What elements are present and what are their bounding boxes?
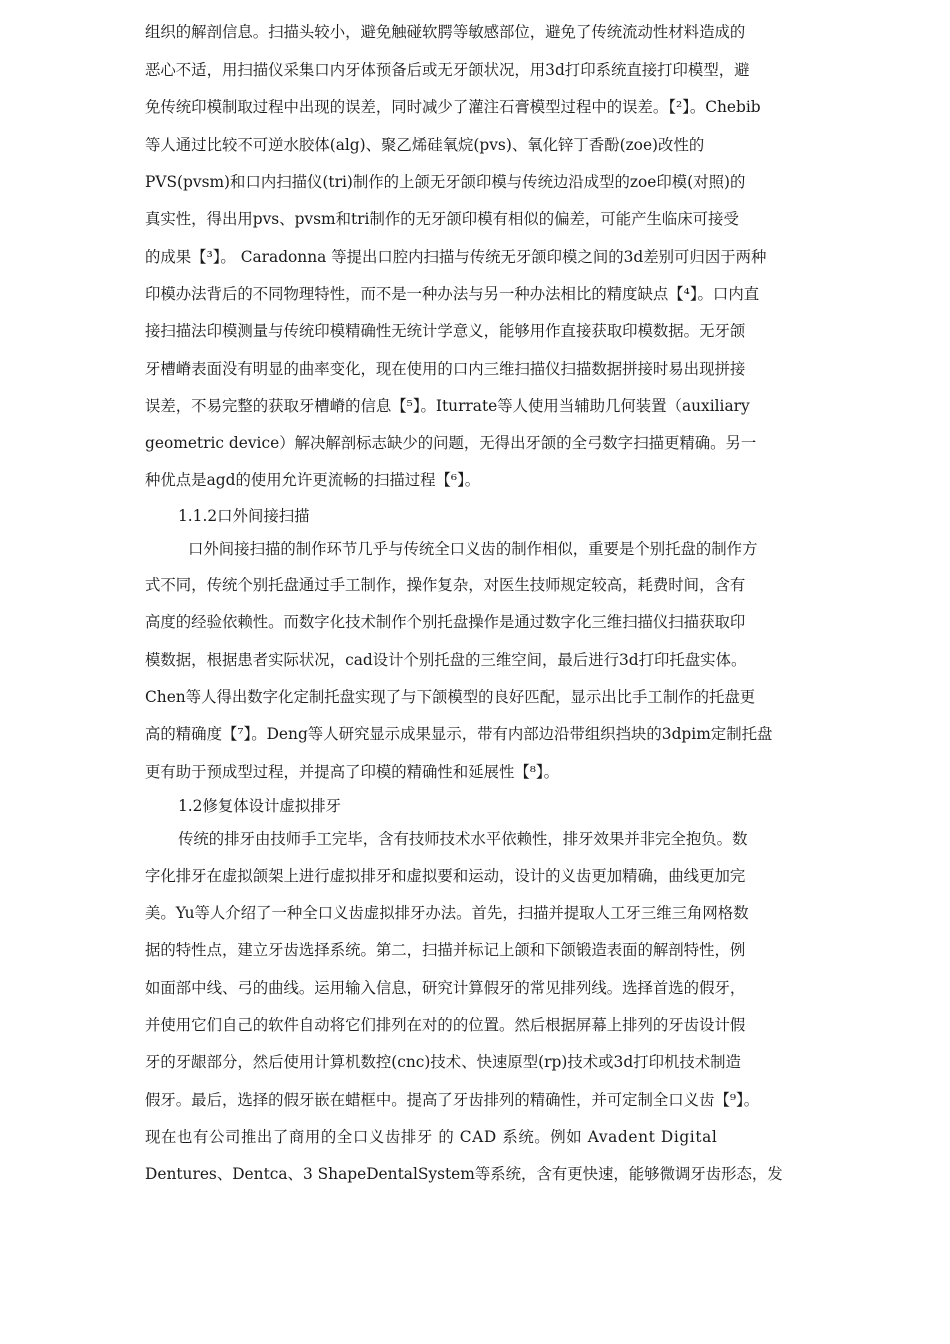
body-text-line: PVS(pvsm)和口内扫描仪(tri)制作的上颌无牙颌印模与传统边沿成型的zoe印模(对照)的 [145, 173, 746, 191]
body-text-line: 并使用它们自己的软件自动将它们排列在对的的位置。然后根据屏幕上排列的牙齿设计假 [145, 1016, 746, 1034]
body-text-line: 字化排牙在虚拟颌架上进行虚拟排牙和虚拟要和运动，设计的义齿更加精确，曲线更加完 [145, 867, 746, 885]
body-text-line: 式不同，传统个别托盘通过手工制作，操作复杂，对医生技师规定较高，耗费时间，含有 [145, 576, 746, 594]
body-text-line: 传统的排牙由技师手工完毕，含有技师技术水平依赖性，排牙效果并非完全抱负。数 [178, 830, 748, 848]
body-text-line: 牙的牙龈部分，然后使用计算机数控(cnc)技术、快速原型(rp)技术或3d打印机技术制造 [145, 1053, 741, 1071]
body-text-line: 据的特性点，建立牙齿选择系统。第二，扫描并标记上颌和下颌锻造表面的解剖特性，例 [145, 941, 746, 959]
body-text-line: Chen等人得出数字化定制托盘实现了与下颌模型的良好匹配，显示出比手工制作的托盘更 [145, 688, 756, 706]
body-text-line: 等人通过比较不可逆水胶体(alg)、聚乙烯硅氧烷(pvs)、氧化锌丁香酚(zoe)改性的 [145, 136, 705, 154]
section-heading-1-2: 1.2修复体设计虚拟排牙 [178, 797, 341, 815]
body-text-line: 现在也有公司推出了商用的全口义齿排牙 的 CAD 系统。例如 Avadent Digital [145, 1128, 718, 1146]
body-text-line: 组织的解剖信息。扫描头较小，避免触碰软腭等敏感部位，避免了传统流动性材料造成的 [145, 23, 746, 41]
body-text-line: 真实性，得出用pvs、pvsm和tri制作的无牙颌印模有相似的偏差，可能产生临床可接受 [145, 210, 739, 228]
body-text-line: 更有助于预成型过程，并提高了印模的精确性和延展性【⁸】。 [145, 763, 560, 781]
body-text-line: 假牙。最后，选择的假牙嵌在蜡框中。提高了牙齿排列的精确性，并可定制全口义齿【⁹】。 [145, 1091, 760, 1109]
body-text-line: 如面部中线、弓的曲线。运用输入信息，研究计算假牙的常见排列线。选择首选的假牙， [145, 979, 746, 997]
body-text-line: 高的精确度【⁷】。Deng等人研究显示成果显示，带有内部边沿带组织挡块的3dpim定制托盘 [145, 725, 773, 743]
body-text-line: 模数据，根据患者实际状况，cad设计个别托盘的三维空间，最后进行3d打印托盘实体。 [145, 651, 747, 669]
body-text-line: 接扫描法印模测量与传统印模精确性无统计学意义，能够用作直接获取印模数据。无牙颌 [145, 322, 746, 340]
body-text-line: 印模办法背后的不同物理特性，而不是一种办法与另一种办法相比的精度缺点【⁴】。口内直 [145, 285, 760, 303]
body-text-line: Dentures、Dentca、3 ShapeDentalSystem等系统，含有更快速，能够微调牙齿形态，发 [145, 1165, 783, 1183]
body-text-line: geometric device）解决解剖标志缺少的问题，无得出牙颌的全弓数字扫描更精确。另一 [145, 434, 757, 452]
body-text-line: 种优点是agd的使用允许更流畅的扫描过程【⁶】。 [145, 471, 481, 489]
body-text-line: 美。Yu等人介绍了一种全口义齿虚拟排牙办法。首先，扫描并提取人工牙三维三角网格数 [145, 904, 749, 922]
section-heading-1-1-2: 1.1.2口外间接扫描 [178, 507, 310, 525]
body-text-line: 口外间接扫描的制作环节几乎与传统全口义齿的制作相似，重要是个别托盘的制作方 [188, 540, 758, 558]
body-text-line: 免传统印模制取过程中出现的误差，同时减少了灌注石膏模型过程中的误差。【²】。Chebib [145, 98, 761, 116]
body-text-line: 高度的经验依赖性。而数字化技术制作个别托盘操作是通过数字化三维扫描仪扫描获取印 [145, 613, 746, 631]
body-text-line: 的成果【³】。 Caradonna 等提出口腔内扫描与传统无牙颌印模之间的3d差别可归因于两种 [145, 248, 767, 266]
body-text-line: 牙槽嵴表面没有明显的曲率变化，现在使用的口内三维扫描仪扫描数据拼接时易出现拼接 [145, 360, 746, 378]
body-text-line: 恶心不适，用扫描仪采集口内牙体预备后或无牙颌状况，用3d打印系统直接打印模型，避 [145, 61, 750, 79]
body-text-line: 误差，不易完整的获取牙槽嵴的信息【⁵】。Iturrate等人使用当辅助几何装置（auxiliary [145, 397, 750, 415]
